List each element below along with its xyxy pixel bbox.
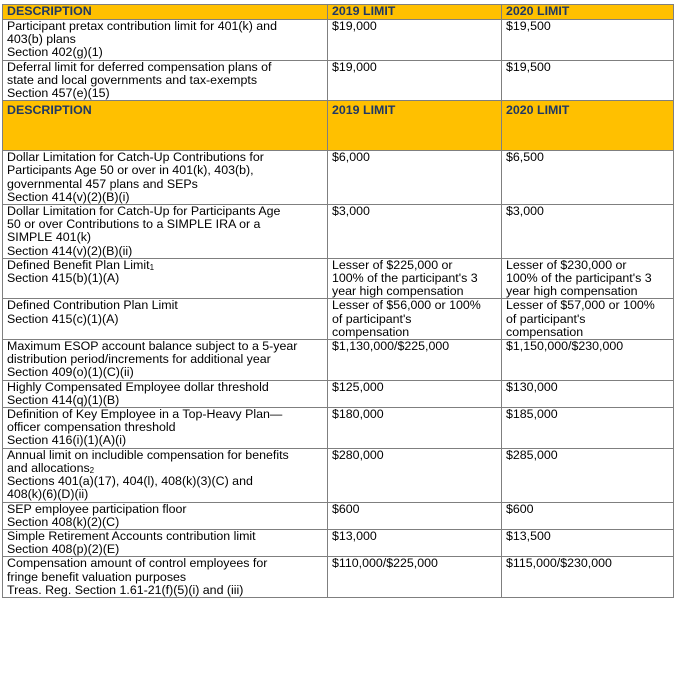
limit-2019-cell-line bbox=[332, 340, 497, 353]
limit-2019-cell bbox=[328, 20, 502, 61]
table-row bbox=[3, 60, 674, 101]
limit-2019-cell bbox=[328, 502, 502, 529]
cell-text: Definition of Key Employee in a Top-Heavy Plan— bbox=[7, 407, 283, 422]
cell-text: SEP employee participation floor bbox=[7, 502, 187, 516]
limit-2020-cell bbox=[502, 205, 674, 259]
cell-text: Participants Age 50 or over in 401(k), 403(b), bbox=[7, 163, 254, 178]
limit-2019-cell-line bbox=[332, 20, 497, 33]
description-cell bbox=[3, 20, 328, 61]
limit-2020-cell-line bbox=[506, 61, 669, 74]
description-cell-line bbox=[7, 516, 323, 529]
limit-2020-cell bbox=[502, 380, 674, 407]
cell-text: Section 416(i)(1)(A)(i) bbox=[7, 433, 127, 448]
cell-text: 408(k)(6)(D)(ii) bbox=[7, 487, 89, 502]
cell-text: compensation bbox=[506, 324, 584, 339]
table-row bbox=[3, 299, 674, 340]
cell-text: Dollar Limitation for Catch-Up Contributions for bbox=[7, 150, 264, 165]
description-cell bbox=[3, 340, 328, 381]
limit-2019-cell bbox=[328, 340, 502, 381]
cell-text: $13,500 bbox=[506, 529, 551, 543]
description-cell bbox=[3, 258, 328, 299]
limit-2019-cell bbox=[328, 557, 502, 598]
contribution-limits-table bbox=[2, 4, 674, 598]
table-row bbox=[3, 205, 674, 259]
limit-2020-cell bbox=[502, 408, 674, 449]
cell-text: Section 402(g)(1) bbox=[7, 45, 103, 60]
cell-text: 50 or over Contributions to a SIMPLE IRA or a bbox=[7, 217, 261, 232]
limit-2020-cell bbox=[502, 502, 674, 529]
cell-text: Section 414(v)(2)(B)(ii) bbox=[7, 243, 133, 258]
cell-text: fringe benefit valuation purposes bbox=[7, 569, 187, 584]
cell-text: Highly Compensated Employee dollar threshold bbox=[7, 380, 269, 394]
limit-2020-cell bbox=[502, 20, 674, 61]
cell-text: Deferral limit for deferred compensation plans of bbox=[7, 60, 272, 74]
limit-2019-cell-line bbox=[332, 326, 497, 339]
cell-text: year high compensation bbox=[332, 284, 464, 299]
cell-text: and allocations bbox=[7, 460, 90, 475]
table-row bbox=[3, 502, 674, 529]
limit-2019-cell bbox=[328, 408, 502, 449]
cell-text: 100% of the participant's 3 bbox=[332, 271, 478, 286]
cell-text: $115,000/$230,000 bbox=[506, 556, 612, 571]
limit-2019-cell-line bbox=[332, 530, 497, 543]
cell-text: Section 415(c)(1)(A) bbox=[7, 311, 119, 326]
description-cell bbox=[3, 205, 328, 259]
cell-text: $130,000 bbox=[506, 380, 558, 394]
table-row bbox=[3, 408, 674, 449]
limit-2020-cell-line bbox=[506, 151, 669, 164]
limit-2020-cell-line bbox=[506, 503, 669, 516]
table-row bbox=[3, 258, 674, 299]
cell-text: $125,000 bbox=[332, 380, 384, 394]
limit-2019-cell bbox=[328, 151, 502, 205]
cell-text: $3,000 bbox=[332, 204, 370, 219]
limit-2020-cell bbox=[502, 448, 674, 502]
table-row bbox=[3, 340, 674, 381]
table-row bbox=[3, 20, 674, 61]
limit-2020-cell-line bbox=[506, 326, 669, 339]
cell-text: of participant's bbox=[332, 311, 412, 326]
cell-text: $180,000 bbox=[332, 407, 384, 422]
description-cell-line bbox=[7, 488, 323, 501]
description-cell-line bbox=[7, 366, 323, 379]
header-2019-limit: 2019 LIMIT bbox=[328, 101, 502, 151]
cell-text: SIMPLE 401(k) bbox=[7, 230, 92, 245]
limit-2019-cell-line bbox=[332, 61, 497, 74]
limit-2020-cell bbox=[502, 557, 674, 598]
header-description: DESCRIPTION bbox=[3, 5, 328, 20]
table-row bbox=[3, 151, 674, 205]
limit-2019-cell-line bbox=[332, 408, 497, 421]
limit-2020-cell-line bbox=[506, 381, 669, 394]
cell-text: Lesser of $57,000 or 100% bbox=[506, 298, 655, 313]
limit-2019-cell-line bbox=[332, 449, 497, 462]
cell-text: $285,000 bbox=[506, 448, 558, 462]
limit-2019-cell bbox=[328, 205, 502, 259]
description-cell bbox=[3, 557, 328, 598]
cell-text: Section 414(q)(1)(B) bbox=[7, 392, 120, 407]
table-row bbox=[3, 448, 674, 502]
cell-text: governmental 457 plans and SEPs bbox=[7, 176, 198, 191]
cell-text: $6,000 bbox=[332, 150, 370, 165]
limit-2019-cell bbox=[328, 380, 502, 407]
cell-text: Sections 401(a)(17), 404(l), 408(k)(3)(C) and bbox=[7, 474, 253, 489]
cell-text: 100% of the participant's 3 bbox=[506, 271, 652, 286]
cell-text: $6,500 bbox=[506, 150, 544, 165]
limit-2020-cell-line bbox=[506, 205, 669, 218]
cell-text: Section 408(k)(2)(C) bbox=[7, 514, 120, 529]
table-header-row bbox=[3, 101, 674, 151]
cell-text: Annual limit on includible compensation for benefits bbox=[7, 448, 289, 462]
cell-text: Defined Benefit Plan Limit bbox=[7, 258, 150, 272]
limit-2019-cell-line bbox=[332, 503, 497, 516]
cell-text: Treas. Reg. Section 1.61-21(f)(5)(i) and (iii) bbox=[7, 582, 244, 597]
description-cell-line bbox=[7, 191, 323, 204]
table-header-row bbox=[3, 5, 674, 20]
description-cell bbox=[3, 60, 328, 101]
cell-text: Maximum ESOP account balance subject to a 5-year bbox=[7, 339, 298, 354]
limit-2020-cell-line bbox=[506, 530, 669, 543]
cell-text: Section 414(v)(2)(B)(i) bbox=[7, 189, 130, 204]
limit-2019-cell-line bbox=[332, 557, 497, 570]
limit-2019-cell bbox=[328, 60, 502, 101]
description-cell bbox=[3, 380, 328, 407]
limit-2020-cell-line bbox=[506, 20, 669, 33]
cell-text: $185,000 bbox=[506, 407, 558, 422]
description-cell-line bbox=[7, 245, 323, 258]
limit-2020-cell bbox=[502, 258, 674, 299]
cell-text: Section 409(o)(1)(C)(ii) bbox=[7, 365, 134, 380]
cell-text: $19,500 bbox=[506, 19, 551, 33]
cell-text: Simple Retirement Accounts contribution limit bbox=[7, 529, 256, 543]
limit-2019-cell-line bbox=[332, 205, 497, 218]
cell-text: 403(b) plans bbox=[7, 32, 76, 47]
footnote-marker: 1 bbox=[149, 262, 155, 272]
limit-2019-cell bbox=[328, 529, 502, 556]
description-cell bbox=[3, 299, 328, 340]
table-row bbox=[3, 557, 674, 598]
limit-2019-cell-line bbox=[332, 381, 497, 394]
cell-text: state and local governments and tax-exempts bbox=[7, 72, 258, 87]
limit-2019-cell bbox=[328, 299, 502, 340]
limit-2020-cell-line bbox=[506, 408, 669, 421]
cell-text: $19,000 bbox=[332, 60, 377, 74]
description-cell bbox=[3, 151, 328, 205]
cell-text: $19,000 bbox=[332, 19, 377, 33]
cell-text: year high compensation bbox=[506, 284, 638, 299]
description-cell-line bbox=[7, 46, 323, 59]
limit-2019-cell-line bbox=[332, 151, 497, 164]
cell-text: distribution period/increments for additional year bbox=[7, 352, 271, 367]
footnote-marker: 2 bbox=[89, 465, 95, 475]
cell-text: Lesser of $225,000 or bbox=[332, 258, 453, 272]
cell-text: $600 bbox=[332, 502, 360, 516]
table-row bbox=[3, 529, 674, 556]
description-cell-line bbox=[7, 87, 323, 100]
cell-text: Compensation amount of control employees for bbox=[7, 556, 268, 571]
cell-text: $280,000 bbox=[332, 448, 384, 462]
description-cell-line bbox=[7, 584, 323, 597]
description-cell bbox=[3, 448, 328, 502]
cell-text: $110,000/$225,000 bbox=[332, 556, 438, 571]
limit-2020-cell bbox=[502, 529, 674, 556]
cell-text: Lesser of $230,000 or bbox=[506, 258, 627, 272]
header-2020-limit: 2020 LIMIT bbox=[502, 5, 674, 20]
description-cell bbox=[3, 502, 328, 529]
limit-2020-cell bbox=[502, 151, 674, 205]
description-cell bbox=[3, 529, 328, 556]
cell-text: officer compensation threshold bbox=[7, 420, 176, 435]
description-cell-line bbox=[7, 394, 323, 407]
cell-text: Defined Contribution Plan Limit bbox=[7, 298, 178, 313]
cell-text: Section 415(b)(1)(A) bbox=[7, 271, 120, 286]
table-row bbox=[3, 380, 674, 407]
cell-text: Lesser of $56,000 or 100% bbox=[332, 298, 481, 313]
description-cell-line bbox=[7, 543, 323, 556]
cell-text: $3,000 bbox=[506, 204, 544, 219]
header-2019-limit: 2019 LIMIT bbox=[328, 5, 502, 20]
description-cell-line bbox=[7, 434, 323, 447]
limit-2020-cell-line bbox=[506, 557, 669, 570]
header-2020-limit: 2020 LIMIT bbox=[502, 101, 674, 151]
limit-2020-cell bbox=[502, 299, 674, 340]
header-description: DESCRIPTION bbox=[3, 101, 328, 151]
cell-text: Participant pretax contribution limit for 401(k) and bbox=[7, 19, 277, 33]
limit-2019-cell bbox=[328, 448, 502, 502]
cell-text: $13,000 bbox=[332, 529, 377, 543]
cell-text: $19,500 bbox=[506, 60, 551, 74]
cell-text: $600 bbox=[506, 502, 534, 516]
description-cell-line bbox=[7, 313, 323, 326]
cell-text: of participant's bbox=[506, 311, 586, 326]
cell-text: Dollar Limitation for Catch-Up for Participants Age bbox=[7, 204, 281, 219]
limit-2020-cell bbox=[502, 60, 674, 101]
cell-text: compensation bbox=[332, 324, 410, 339]
limit-2020-cell-line bbox=[506, 449, 669, 462]
cell-text: Section 408(p)(2)(E) bbox=[7, 542, 120, 557]
cell-text: Section 457(e)(15) bbox=[7, 86, 110, 101]
description-cell bbox=[3, 408, 328, 449]
description-cell-line bbox=[7, 272, 323, 285]
limit-2019-cell bbox=[328, 258, 502, 299]
limit-2020-cell bbox=[502, 340, 674, 381]
limit-2019-cell-line bbox=[332, 285, 497, 298]
limit-2020-cell-line bbox=[506, 340, 669, 353]
cell-text: $1,150,000/$230,000 bbox=[506, 339, 624, 354]
limit-2020-cell-line bbox=[506, 285, 669, 298]
cell-text: $1,130,000/$225,000 bbox=[332, 339, 450, 354]
